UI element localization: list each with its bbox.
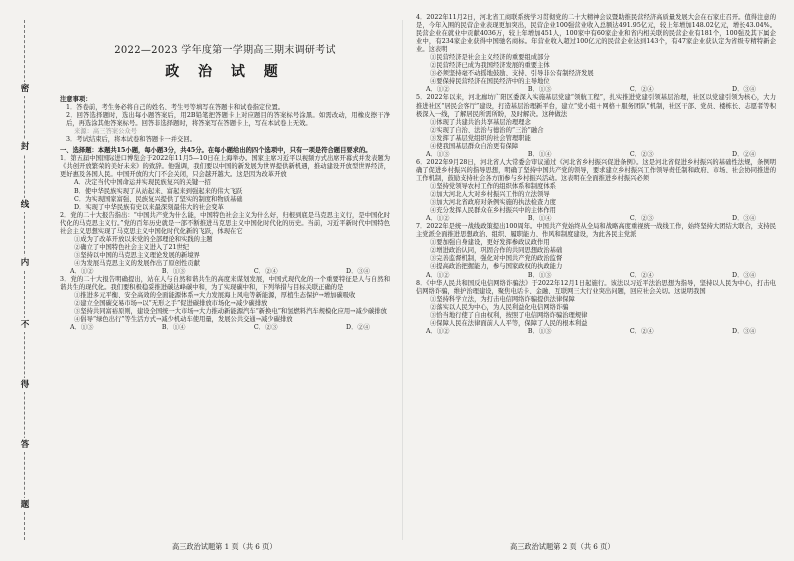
statement: ③发挥了基层党组织的社会管理职能 [430,134,531,142]
page-footer: 高三政治试题第 1 页（共 6 页） [172,542,277,551]
option: A．①② [426,271,450,279]
answer-choice: A．决定当代中国命运并实现民族复兴的关键一招 [74,179,211,187]
option-row [416,151,776,159]
option: B．①④ [527,215,552,223]
option: D．②④ [346,324,370,332]
question-stem: 1．第五届中国国际进口博览会于2022年11月5—10日在上海举办。国家主席习近平以视频方式出席开幕式并发表题为《共创开放繁荣的美好未来》的致辞。他强调，我们要以中国的新发展为世界提供新机遇，推动建设开放型世界经济，更好惠及各国人民。中国开放的大门不会关闭，只会越开越大。这是因为改革开放 [60,155,390,179]
statement: ②民营经济已成为我国经济发展的重要主体 [430,62,550,70]
option: C．②④ [629,271,654,279]
margin-char: 线 [17,198,33,212]
option: C．②④ [253,267,278,275]
question-stem: 4．2022年11月2日，河北省工商联系统学习贯彻党的二十大精神会议暨助推民营经济高质量发展大会在石家庄召开。值得注意的是，今年入围的民营企业表现更加突出，民营企业100强营业收入总额达491.95亿元，较上年增加148.02亿元，增长43.04%。民营企业在就业中贡献4036万，较上年增加451人，100家中有60家企业和省内相关联的民营企业有181个，100强及其下属企业中，有234家企业获得中国驰名商标。年营业收入超过100亿元的民营企业达到143个，有47家企业获认定为省级专精特新企业。这表明 [416,14,776,54]
option: D．②④ [732,150,756,158]
statement: ②实现了自治、法治与德治的“三治”融合 [430,126,544,134]
option: C．②③ [253,324,278,332]
statement: ④保障人民在法律面前人人平等，保障了人民的根本利益 [430,319,588,327]
margin-char: 密 [17,82,33,96]
statement: ④倡导“绿色出行”等生活方式→减少机动车使用量，发展公共交通→减少碳排放 [74,316,293,324]
page-1 [60,14,390,332]
statement: ②落实以人民为中心，为人民利益化电信网络诈骗 [430,303,569,311]
exam-year-title: 2022—2023 学年度第一学期高三期末调研考试 [114,45,336,56]
option-row [416,328,776,336]
watermark-text: 来源：高三答案公众号 [74,128,137,136]
statement: ③完善监督机制，强化对中国共产党的政治监督 [430,255,563,263]
statement: ①成为了改革开放以来党的全部理论和实践的主题 [74,235,213,243]
answer-choice: B．使中华民族实现了从站起来、富起来到强起来的伟大飞跃 [74,187,243,195]
statement: ①体现了共建共治共享基层治理理念 [430,118,531,126]
statement: ③恰当地行使了自由权利，按照了电信网络诈骗治理规律 [430,311,588,319]
option: C．②④ [629,327,654,335]
option: B．①③ [527,271,552,279]
statement: ③坚持共同富裕原则，建设全国统一大市场→大力推动新能源汽车“新换电”和氢燃料汽车规模化应用→减少碳排放 [74,308,387,316]
margin-char: 内 [17,256,33,270]
option: D．③④ [346,267,370,275]
option: B．①③ [161,267,186,275]
statement: ②建立全国碳交易市场→以“无形之手”促进碳排放市场化→减少碳排放 [74,300,268,308]
option: D．③④ [732,86,756,94]
notice-item: 2．回答选择题时，选出每小题答案后，用2B铅笔把答题卡上对应题目的答案标号涂黑。如需改动，用橡皮擦干净后，再选涂其他答案标号。回答非选择题时，将答案写在答题卡上，写在本试卷上无效。 [66,112,390,128]
question-stem: 5．2022年以来，河北廊坊广阳区委深入实施基层党建“领航工程”，扎实推进党建引领基层治理，社区以党建引领为核心，大力推进社区“居民会客厅”建设，打造基层治理新平台，建立“党小组＋网格＋服务团队”机制，社区干部、党员、楼栋长、志愿者等积极深入一线，了解居民所需所盼，及时解决。这种做法 [416,94,776,118]
seal-dashed-line [24,20,25,540]
statement: ③必须坚持毫不动摇地鼓励、支持、引导非公有制经济发展 [430,70,594,78]
option: A．①② [426,215,450,223]
statement: ③坚持以中国的马克思主义理论发展的新境界 [74,251,200,259]
option: A．①② [426,327,450,335]
statement: ④充分发挥人民群众在乡村振兴中的主体作用 [430,207,556,215]
statement: ②确立了中国特色社会主义进入了21世纪 [74,243,190,251]
option: A．①② [70,267,94,275]
option-row [416,272,776,280]
statement: ②加大河北人大对乡村振兴工作的立法领导 [430,191,550,199]
notice-item: 1．答卷前，考生务必将自己的姓名、考生号等填写在答题卡和试卷指定位置。 [66,104,285,112]
statement: ②增进政治认同，巩固合作的共同思想政治基础 [430,247,563,255]
option: A．①③ [426,150,450,158]
answer-choice: D．实现了中华民族有史以来最深刻最伟大的社会变革 [74,203,224,211]
option: D．③④ [732,271,756,279]
statement: ④提高政治把握能力，参与国家政权的执政能力 [430,263,563,271]
page-footer: 高三政治试题第 2 页（共 6 页） [510,542,615,551]
margin-char: 题 [17,498,33,512]
option-row [60,268,390,276]
question-stem: 6．2022年9月28日，河北省人大常委会审议通过《河北省乡村振兴促进条例》。这是河北省促进乡村振兴的基础性法规，条例明确了促进乡村振兴的指导思想，明确了坚持中国共产党的领导，要求建立乡村振兴工作领导责任制和政府、市场、社会协同推进的工作机制，鼓励支持社会各方面参与乡村振兴活动。这表明在全面推进乡村振兴必须 [416,158,776,182]
notice-item: 3．考试结束后，将本试卷和答题卡一并交回。 [66,136,196,144]
question-stem: 7．2022年是统一战线政策提出100周年。中国共产党始终从全局和战略高度重视统一战线工作，始终坚持大团结大联合，支持民主党派全面推进思想政治、组织、履职能力、作风和制度建设，为此各民主党派 [416,223,776,239]
option-row [416,215,776,223]
option: D．③④ [732,215,756,223]
statement: ③加大河北省政府对条例实施的执法检查力度 [430,199,556,207]
margin-char: 答 [17,438,33,452]
subject-title: 政 治 试 题 [165,64,285,80]
option: D．③④ [732,327,756,335]
question-stem: 3．党的二十大报告明确提出，站在人与自然和谐共生的高度来谋划发展，中国式现代化的一个重要特征是人与自然和谐共生的现代化。我们要积极稳妥推进碳达峰碳中和，为了实现碳中和，下列举措与目标关联正确的是 [60,276,390,292]
statement: ①民营经济是社会主义经济的重要组成部分 [430,54,550,62]
option: B．①③ [527,327,552,335]
statement: ④为发展马克思主义的发展作出了原创性贡献 [74,259,200,267]
column-divider [402,20,403,540]
answer-choice: C．为实现国家富强、民族复兴提供了坚实的制度和物质基础 [74,195,243,203]
notice-heading: 注意事项： [60,96,92,103]
page-2 [416,14,776,336]
statement: ①推进多元平衡、安全高效的全面能源体系→大力发展海上风电等新能源，厚植生态保护→增加碳吸收 [74,292,356,300]
section-intro: 一、选择题：本题共15小题，每小题3分，共45分。在每小题给出的四个选项中，只有一项是符合题目要求的。 [60,147,372,155]
statement: ①要加强自身建设，更好发挥参政议政作用 [430,239,550,247]
option: C．②③ [629,215,654,223]
statement: ①坚持科学立法，为打击电信网络诈骗提供法律保障 [430,295,575,303]
option: A．①② [426,86,450,94]
option: C．②④ [629,86,654,94]
margin-char: 得 [17,378,33,392]
margin-char: 封 [17,140,33,154]
option-row [60,324,390,332]
option: A．①③ [70,324,94,332]
question-stem: 2．党的二十大报告指出：“中国共产党为什么能，中国特色社会主义为什么好，归根到底是马克思主义行，是中国化时代化的马克思主义行。”党的百年历史就是一部不断推进马克思主义中国化时代化的历史。当前，习近平新时代中国特色社会主义思想实现了马克思主义中国化时代化新的飞跃，体现在它 [60,211,390,235]
option: C．②③ [629,150,654,158]
statement: ④使我国基层群众自治更有保障 [430,142,519,150]
margin-char: 不 [17,318,33,332]
option: B．①③ [527,86,552,94]
statement: ①坚持党领导农村工作的组织体系和制度体系 [430,182,556,190]
option: B．①④ [527,150,552,158]
statement: ④要保持民营经济在国民经济中的主导地位 [430,78,550,86]
option: B．①④ [161,324,186,332]
question-stem: 8．《中华人民共和国反电信网络诈骗法》于2022年12月1日起施行。该法以习近平法治思想为指导，坚持以人民为中心，打击电信网络诈骗，维护治理建设，聚焦电话卡、金融、互联网三大行业突出问题，回应社会关切。这说明我国 [416,279,776,295]
seal-line-margin [0,0,50,561]
